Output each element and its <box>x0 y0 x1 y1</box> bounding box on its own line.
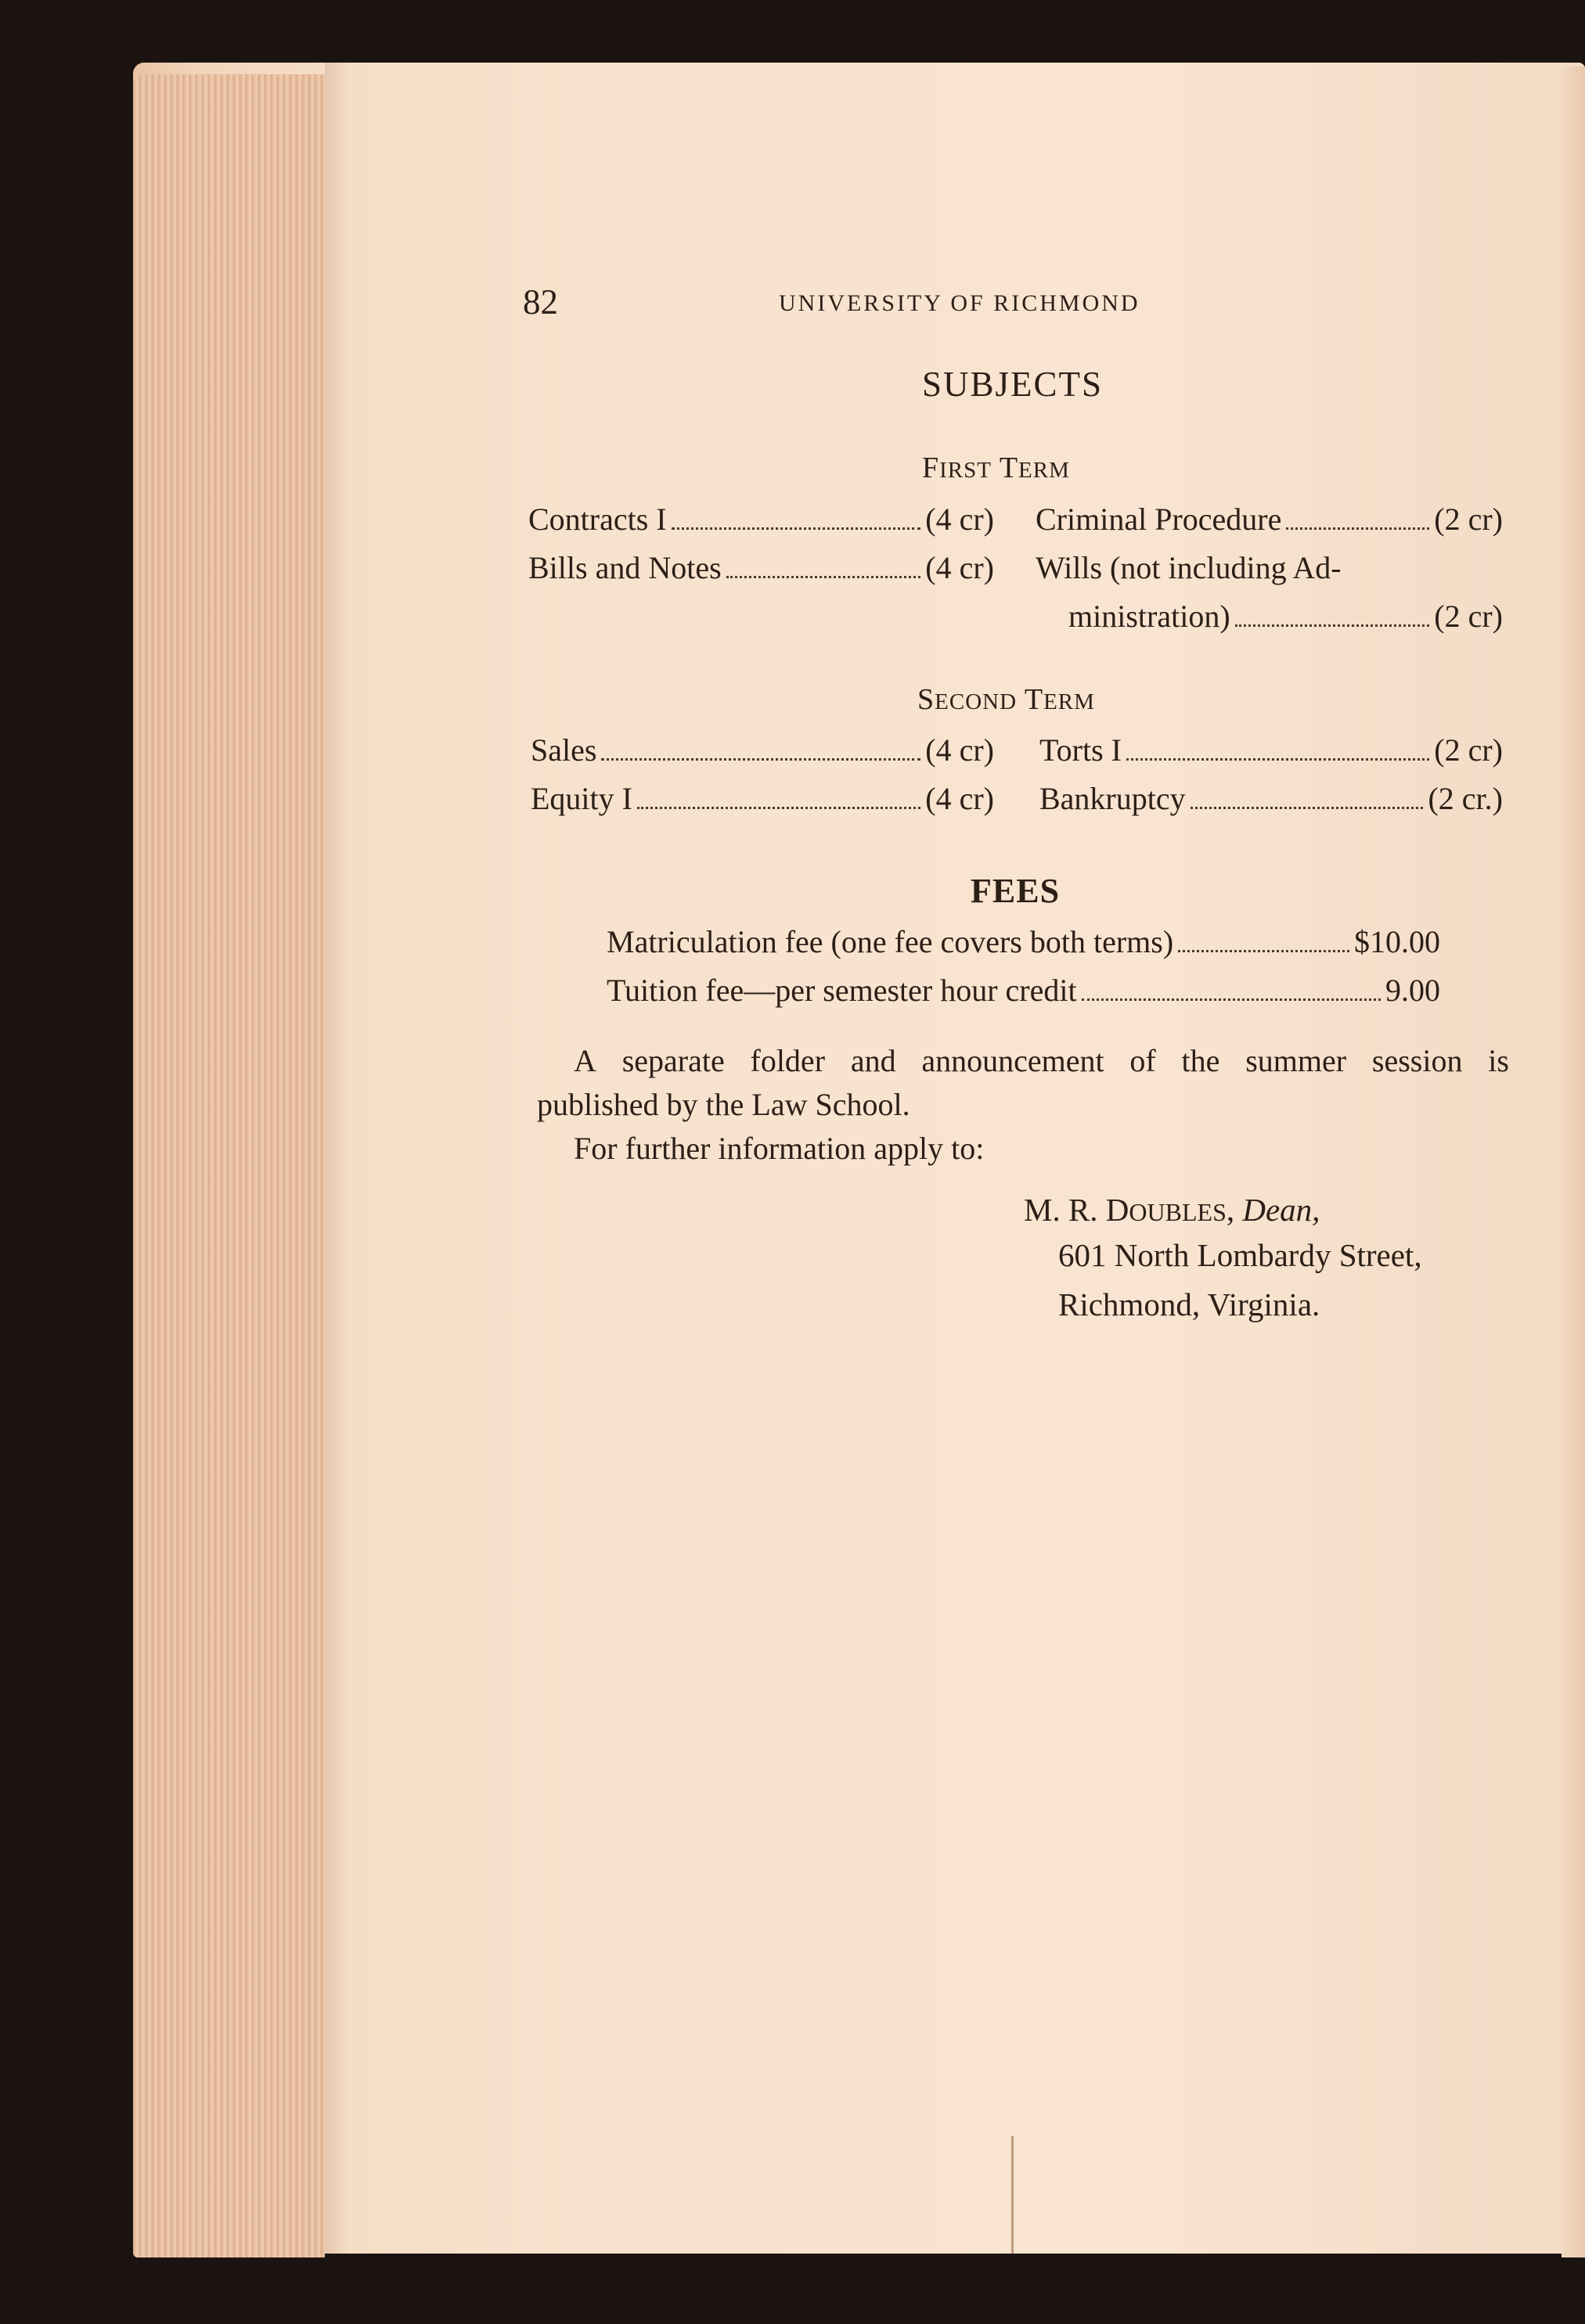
course-name-continuation: ministration) <box>1068 599 1230 634</box>
dot-leader <box>637 807 920 809</box>
course-credits: (2 cr) <box>1434 599 1503 634</box>
paragraph-further-information: For further information apply to: <box>574 1131 985 1166</box>
first-term-left-column <box>528 501 994 598</box>
dot-leader <box>1082 998 1381 1001</box>
course-credits: (2 cr) <box>1434 502 1503 537</box>
course-name: Bills and Notes <box>528 550 722 585</box>
course-row <box>1039 732 1503 780</box>
fees-list <box>607 923 1440 1020</box>
course-credits: (4 cr) <box>925 732 994 768</box>
paragraph-summer-session-line1: A separate folder and announcement of the summer session is <box>574 1043 1509 1078</box>
course-name: Sales <box>531 732 597 768</box>
first-term-right-column <box>1036 501 1503 646</box>
fee-amount: 9.00 <box>1385 973 1440 1008</box>
second-term-right-column <box>1039 732 1503 829</box>
page-edges <box>133 74 325 2257</box>
running-head: UNIVERSITY OF RICHMOND <box>779 290 1140 316</box>
dot-leader <box>1178 950 1349 952</box>
page-number: 82 <box>523 282 558 322</box>
second-term-left-column <box>531 732 994 829</box>
dot-leader <box>726 576 921 578</box>
dot-leader <box>601 758 920 761</box>
course-row <box>528 549 994 598</box>
course-name: Equity I <box>531 781 632 816</box>
dot-leader <box>1126 758 1429 761</box>
course-credits: (4 cr) <box>925 781 994 816</box>
course-row <box>528 501 994 549</box>
fee-label: Matriculation fee (one fee covers both terms) <box>607 924 1174 959</box>
course-name: Contracts I <box>528 502 667 537</box>
course-credits: (2 cr.) <box>1428 781 1503 816</box>
dot-leader <box>1235 624 1430 627</box>
course-credits: (4 cr) <box>925 550 994 585</box>
paragraph-summer-session-line2: published by the Law School. <box>537 1087 910 1122</box>
course-row-continuation <box>1036 598 1503 646</box>
course-name: Criminal Procedure <box>1036 502 1282 537</box>
fee-row <box>607 923 1440 972</box>
paper-crease <box>1011 2136 1014 2254</box>
subjects-heading: SUBJECTS <box>922 365 1104 404</box>
fee-label: Tuition fee—per semester hour credit <box>607 973 1077 1008</box>
course-name: Bankruptcy <box>1039 781 1186 816</box>
course-name: Torts I <box>1039 732 1122 768</box>
course-credits: (2 cr) <box>1434 732 1503 768</box>
course-row <box>531 780 994 829</box>
contact-street: 601 North Lombardy Street, <box>1058 1237 1422 1273</box>
right-page-edge <box>1562 67 1585 2257</box>
course-credits: (4 cr) <box>925 502 994 537</box>
course-row <box>1039 780 1503 829</box>
fee-row <box>607 972 1440 1020</box>
course-name: Wills (not including Ad- <box>1036 550 1342 585</box>
course-row <box>1036 549 1503 598</box>
dot-leader <box>1286 527 1429 530</box>
contact-city: Richmond, Virginia. <box>1058 1286 1320 1322</box>
course-row <box>1036 501 1503 549</box>
first-term-heading: FIRST TERM <box>922 451 1070 484</box>
contact-name: M. R. DOUBLES, Dean, <box>1024 1192 1320 1228</box>
fee-amount: $10.00 <box>1354 924 1440 959</box>
fees-heading: FEES <box>971 872 1061 910</box>
course-row <box>531 732 994 780</box>
dot-leader <box>1191 807 1424 809</box>
dot-leader <box>672 527 921 530</box>
second-term-heading: SECOND TERM <box>917 683 1095 716</box>
gutter-shadow <box>325 63 348 2254</box>
